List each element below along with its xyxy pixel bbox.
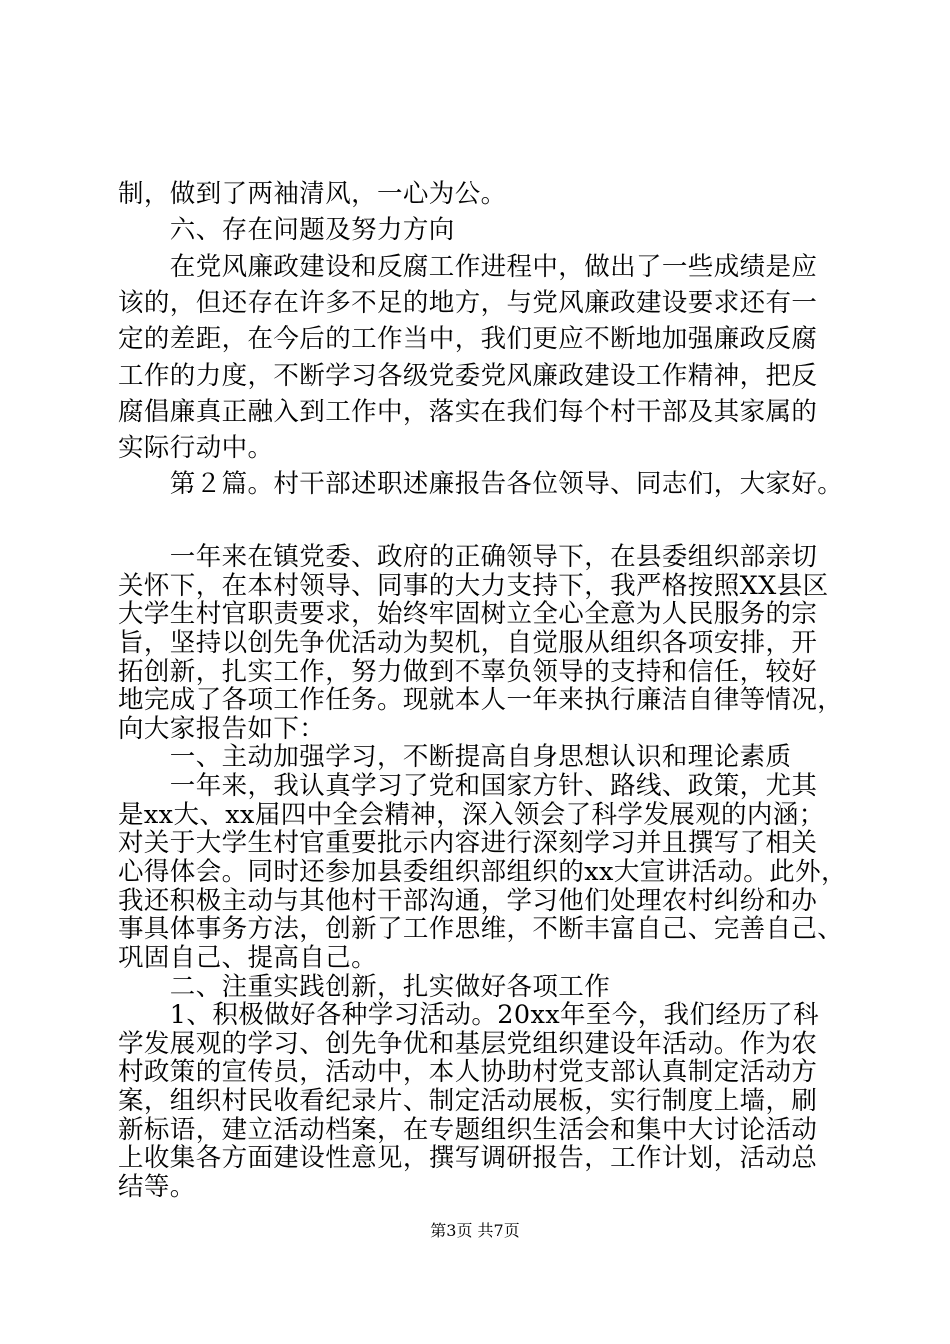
text-line: 是xx大、xx届四中全会精神，深入领会了科学发展观的内涵； bbox=[118, 800, 825, 830]
text-line: 制，做到了两袖清风，一心为公。 bbox=[118, 179, 507, 209]
section-heading: 一、主动加强学习，不断提高自身思想认识和理论素质 bbox=[118, 742, 792, 772]
text-line: 事具体事务方法，创新了工作思维，不断丰富自己、完善自己、 bbox=[118, 914, 844, 944]
text-line: 新标语，建立活动档案，在专题组织生活会和集中大讨论活动 bbox=[118, 1115, 818, 1145]
text-line: 该的，但还存在许多不足的地方，与党风廉政建设要求还有一 bbox=[118, 288, 818, 318]
text-line: 大学生村官职责要求，始终牢固树立全心全意为人民服务的宗 bbox=[118, 599, 818, 629]
section-heading: 二、注重实践创新，扎实做好各项工作 bbox=[118, 972, 611, 1002]
text-line: 旨，坚持以创先争优活动为契机，自觉服从组织各项安排，开 bbox=[118, 628, 818, 658]
page-number-footer: 第3页 共7页 bbox=[430, 1221, 520, 1240]
text-line: 腐倡廉真正融入到工作中，落实在我们每个村干部及其家属的 bbox=[118, 397, 818, 427]
text-line: 在党风廉政建设和反腐工作进程中，做出了一些成绩是应 bbox=[118, 252, 818, 282]
text-line: 工作的力度，不断学习各级党委党风廉政建设工作精神，把反 bbox=[118, 361, 818, 391]
text-line: 巩固自己、提高自己。 bbox=[118, 943, 378, 973]
text-line: 我还积极主动与其他村干部沟通，学习他们处理农村纠纷和办 bbox=[118, 886, 818, 916]
text-line: 一年来在镇党委、政府的正确领导下，在县委组织部亲切 bbox=[118, 542, 818, 572]
text-line: 上收集各方面建设性意见，撰写调研报告，工作计划，活动总 bbox=[118, 1143, 818, 1173]
text-line: 向大家报告如下： bbox=[118, 714, 326, 744]
text-line: 定的差距，在今后的工作当中，我们更应不断地加强廉政反腐 bbox=[118, 324, 818, 354]
text-line: 案，组织村民收看纪录片、制定活动展板，实行制度上墙，刷 bbox=[118, 1086, 818, 1116]
text-line: 实际行动中。 bbox=[118, 433, 274, 463]
text-line: 第２篇。村干部述职述廉报告各位领导、同志们，大家好。 bbox=[118, 469, 844, 499]
text-line: 关怀下，在本村领导、同事的大力支持下，我严格按照XX县区 bbox=[118, 571, 829, 601]
text-line: 结等。 bbox=[118, 1172, 196, 1202]
text-line: 地完成了各项工作任务。现就本人一年来执行廉洁自律等情况， bbox=[118, 685, 844, 715]
text-line: 1、积极做好各种学习活动。20xx年至今，我们经历了科 bbox=[118, 1000, 820, 1030]
text-line: 心得体会。同时还参加县委组织部组织的xx大宣讲活动。此外， bbox=[118, 857, 847, 887]
text-line: 一年来，我认真学习了党和国家方针、路线、政策，尤其 bbox=[118, 771, 818, 801]
text-line: 拓创新，扎实工作，努力做到不辜负领导的支持和信任，较好 bbox=[118, 657, 818, 687]
section-heading: 六、存在问题及努力方向 bbox=[118, 215, 455, 245]
text-line: 村政策的宣传员，活动中，本人协助村党支部认真制定活动方 bbox=[118, 1057, 818, 1087]
text-line: 对关于大学生村官重要批示内容进行深刻学习并且撰写了相关 bbox=[118, 828, 818, 858]
text-line: 学发展观的学习、创先争优和基层党组织建设年活动。作为农 bbox=[118, 1029, 818, 1059]
